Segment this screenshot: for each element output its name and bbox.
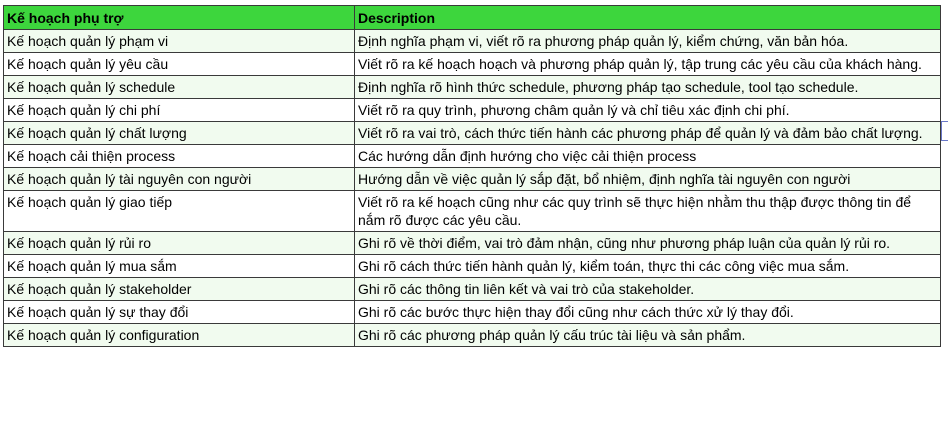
- table-row: [4, 255, 941, 278]
- plan-description-cell: Ghi rõ các bước thực hiện thay đổi cũng như cách thức xử lý thay đổi.: [355, 301, 941, 324]
- header-plan: Kế hoạch phụ trợ: [4, 6, 355, 30]
- plan-name-cell: Kế hoạch quản lý yêu cầu: [4, 53, 355, 76]
- plan-description-cell: Viết rõ ra kế hoạch cũng như các quy trình sẽ thực hiện nhằm thu thập được thông tin để nắm rõ được các yêu cầu.: [355, 191, 941, 232]
- header-description: Description: [355, 6, 941, 30]
- table-row: [4, 278, 941, 301]
- plan-description-cell: Các hướng dẫn định hướng cho việc cải thiện process: [355, 145, 941, 168]
- table-row: [4, 53, 941, 76]
- plan-name-cell: Kế hoạch quản lý schedule: [4, 76, 355, 99]
- plan-description-cell: Định nghĩa phạm vi, viết rõ ra phương pháp quản lý, kiểm chứng, văn bản hóa.: [355, 30, 941, 53]
- plan-name-cell: Kế hoạch quản lý rủi ro: [4, 232, 355, 255]
- selection-edge-marker: [941, 121, 948, 141]
- plan-name-cell: Kế hoạch quản lý chất lượng: [4, 122, 355, 145]
- plan-table-container: [3, 5, 940, 347]
- header-row: [4, 6, 941, 30]
- plan-description-cell: Định nghĩa rõ hình thức schedule, phương pháp tạo schedule, tool tạo schedule.: [355, 76, 941, 99]
- table-row: [4, 30, 941, 53]
- table-header: [4, 6, 941, 30]
- table-row: [4, 76, 941, 99]
- plan-name-cell: Kế hoạch quản lý chi phí: [4, 99, 355, 122]
- plan-name-cell: Kế hoạch cải thiện process: [4, 145, 355, 168]
- table-row: [4, 145, 941, 168]
- plan-name-cell: Kế hoạch quản lý tài nguyên con người: [4, 168, 355, 191]
- plan-name-cell: Kế hoạch quản lý giao tiếp: [4, 191, 355, 232]
- plan-description-cell: Viết rõ ra quy trình, phương châm quản lý và chỉ tiêu xác định chi phí.: [355, 99, 941, 122]
- plan-name-cell: Kế hoạch quản lý configuration: [4, 324, 355, 347]
- plan-description-cell: Viết rõ ra kế hoạch hoạch và phương pháp quản lý, tập trung các yêu cầu của khách hàng.: [355, 53, 941, 76]
- table-row: [4, 99, 941, 122]
- plan-description-cell: Ghi rõ về thời điểm, vai trò đảm nhận, cũng như phương pháp luận của quản lý rủi ro.: [355, 232, 941, 255]
- plan-name-cell: Kế hoạch quản lý sự thay đổi: [4, 301, 355, 324]
- table-row: [4, 122, 941, 145]
- plan-description-cell: Ghi rõ các phương pháp quản lý cấu trúc tài liệu và sản phẩm.: [355, 324, 941, 347]
- table-row: [4, 324, 941, 347]
- subsidiary-plans-table: [3, 5, 941, 347]
- table-row: [4, 168, 941, 191]
- plan-description-cell: Viết rõ ra vai trò, cách thức tiến hành các phương pháp để quản lý và đảm bảo chất lượng.: [355, 122, 941, 145]
- plan-name-cell: Kế hoạch quản lý phạm vi: [4, 30, 355, 53]
- plan-description-cell: Hướng dẫn về việc quản lý sắp đặt, bổ nhiệm, định nghĩa tài nguyên con người: [355, 168, 941, 191]
- table-row: [4, 191, 941, 232]
- plan-description-cell: Ghi rõ cách thức tiến hành quản lý, kiểm toán, thực thi các công việc mua sắm.: [355, 255, 941, 278]
- table-row: [4, 232, 941, 255]
- plan-name-cell: Kế hoạch quản lý mua sắm: [4, 255, 355, 278]
- table-row: [4, 301, 941, 324]
- table-body: [4, 30, 941, 347]
- plan-name-cell: Kế hoạch quản lý stakeholder: [4, 278, 355, 301]
- plan-description-cell: Ghi rõ các thông tin liên kết và vai trò của stakeholder.: [355, 278, 941, 301]
